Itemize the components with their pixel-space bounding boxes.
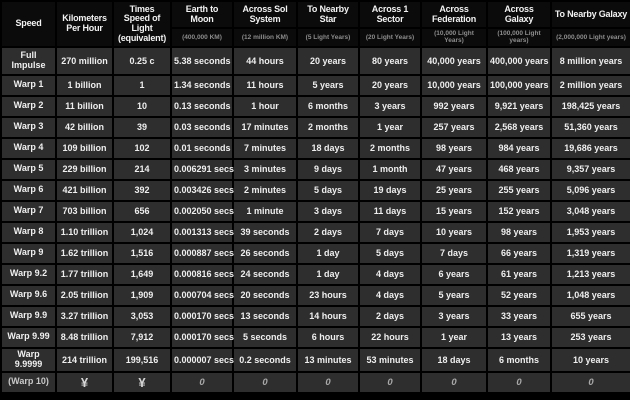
- table-cell: 468 years: [487, 159, 551, 180]
- table-cell: 3,053: [113, 306, 171, 327]
- table-cell: 152 years: [487, 201, 551, 222]
- table-row: [1, 243, 630, 264]
- table-cell: 20 years: [359, 75, 421, 96]
- table-cell: 33 years: [487, 306, 551, 327]
- column-header: To Nearby Star: [297, 1, 359, 28]
- table-cell: 0.000170 secs: [171, 327, 233, 348]
- table-cell: 98 years: [487, 222, 551, 243]
- table-body: [1, 47, 630, 393]
- table-cell: 0: [233, 372, 297, 393]
- row-label: Warp 1: [1, 75, 56, 96]
- table-cell: 7 days: [359, 222, 421, 243]
- table-cell: 1 day: [297, 264, 359, 285]
- table-row: [1, 348, 630, 372]
- row-label: Warp 9.6: [1, 285, 56, 306]
- table-cell: 25 years: [421, 180, 487, 201]
- table-cell: 39 seconds: [233, 222, 297, 243]
- column-subheader: (12 million KM): [233, 28, 297, 47]
- column-header: Across Galaxy: [487, 1, 551, 28]
- table-cell: 9,357 years: [551, 159, 630, 180]
- table-cell: 1: [113, 75, 171, 96]
- table-row: [1, 47, 630, 75]
- table-cell: 5 years: [421, 285, 487, 306]
- table-cell: 10,000 years: [421, 75, 487, 96]
- table-cell: ¥: [56, 372, 113, 393]
- table-cell: 214: [113, 159, 171, 180]
- row-label: Warp 9.9: [1, 306, 56, 327]
- table-cell: 0.000007 secs: [171, 348, 233, 372]
- column-header: Across Federation: [421, 1, 487, 28]
- table-cell: 392: [113, 180, 171, 201]
- table-cell: 23 hours: [297, 285, 359, 306]
- row-label: Warp 8: [1, 222, 56, 243]
- table-cell: 100,000 years: [487, 75, 551, 96]
- table-cell: 3 minutes: [233, 159, 297, 180]
- table-cell: 10 years: [421, 222, 487, 243]
- column-header: Speed: [1, 1, 56, 47]
- table-cell: 214 trillion: [56, 348, 113, 372]
- table-cell: 20 years: [297, 47, 359, 75]
- table-cell: 9,921 years: [487, 96, 551, 117]
- table-cell: 102: [113, 138, 171, 159]
- row-label: Warp 6: [1, 180, 56, 201]
- column-subheader: (20 Light Years): [359, 28, 421, 47]
- table-cell: 20 seconds: [233, 285, 297, 306]
- column-header: Times Speed of Light (equivalent): [113, 1, 171, 47]
- table-row: [1, 264, 630, 285]
- table-cell: 2.05 trillion: [56, 285, 113, 306]
- table-cell: 17 minutes: [233, 117, 297, 138]
- table-cell: 198,425 years: [551, 96, 630, 117]
- table-cell: 656: [113, 201, 171, 222]
- table-cell: 42 billion: [56, 117, 113, 138]
- table-row: [1, 180, 630, 201]
- table-cell: 5 days: [297, 180, 359, 201]
- table-cell: 0.000887 secs: [171, 243, 233, 264]
- row-label: Warp 9: [1, 243, 56, 264]
- table-cell: 253 years: [551, 327, 630, 348]
- table-cell: 10: [113, 96, 171, 117]
- table-cell: 1,909: [113, 285, 171, 306]
- table-cell: 421 billion: [56, 180, 113, 201]
- row-label: Warp 4: [1, 138, 56, 159]
- row-label: (Warp 10): [1, 372, 56, 393]
- table-cell: 1,516: [113, 243, 171, 264]
- table-cell: 3 days: [297, 201, 359, 222]
- table-row: [1, 372, 630, 393]
- table-cell: 18 days: [421, 348, 487, 372]
- table-cell: 61 years: [487, 264, 551, 285]
- table-cell: 9 days: [297, 159, 359, 180]
- table-cell: 255 years: [487, 180, 551, 201]
- header-row-main: [1, 1, 630, 28]
- table-cell: 0.2 seconds: [233, 348, 297, 372]
- table-cell: 0.003426 secs: [171, 180, 233, 201]
- table-cell: 2 months: [359, 138, 421, 159]
- table-cell: 0.000704 secs: [171, 285, 233, 306]
- table-cell: 11 billion: [56, 96, 113, 117]
- table-cell: 1.10 trillion: [56, 222, 113, 243]
- table-row: [1, 201, 630, 222]
- row-label: Warp 2: [1, 96, 56, 117]
- table-cell: 1,953 years: [551, 222, 630, 243]
- table-cell: 0: [487, 372, 551, 393]
- column-subheader: (5 Light Years): [297, 28, 359, 47]
- table-cell: 24 seconds: [233, 264, 297, 285]
- table-cell: 0: [359, 372, 421, 393]
- table-cell: 22 hours: [359, 327, 421, 348]
- table-cell: 3 years: [359, 96, 421, 117]
- table-cell: 0.006291 secs: [171, 159, 233, 180]
- table-cell: 0: [421, 372, 487, 393]
- table-row: [1, 159, 630, 180]
- table-cell: 5 years: [297, 75, 359, 96]
- table-cell: 5.38 seconds: [171, 47, 233, 75]
- table-cell: 8 million years: [551, 47, 630, 75]
- table-row: [1, 117, 630, 138]
- table-cell: 270 million: [56, 47, 113, 75]
- table-row: [1, 327, 630, 348]
- table-cell: 44 hours: [233, 47, 297, 75]
- table-cell: 0.001313 secs: [171, 222, 233, 243]
- table-cell: 19 days: [359, 180, 421, 201]
- row-label: Full Impulse: [1, 47, 56, 75]
- table-cell: ¥: [113, 372, 171, 393]
- table-cell: 13 seconds: [233, 306, 297, 327]
- table-cell: 0.000816 secs: [171, 264, 233, 285]
- table-cell: 0.002050 secs: [171, 201, 233, 222]
- table-cell: 18 days: [297, 138, 359, 159]
- table-cell: 1 year: [421, 327, 487, 348]
- table-cell: 52 years: [487, 285, 551, 306]
- table-row: [1, 285, 630, 306]
- table-cell: 19,686 years: [551, 138, 630, 159]
- table-cell: 984 years: [487, 138, 551, 159]
- table-row: [1, 96, 630, 117]
- table-cell: 0.03 seconds: [171, 117, 233, 138]
- table-cell: 1 hour: [233, 96, 297, 117]
- table-cell: 2 months: [297, 117, 359, 138]
- table-cell: 2 minutes: [233, 180, 297, 201]
- table-cell: 7,912: [113, 327, 171, 348]
- column-header: Across Sol System: [233, 1, 297, 28]
- column-subheader: (400,000 KM): [171, 28, 233, 47]
- table-cell: 1 billion: [56, 75, 113, 96]
- table-cell: 992 years: [421, 96, 487, 117]
- table-cell: 1 minute: [233, 201, 297, 222]
- row-label: Warp 5: [1, 159, 56, 180]
- table-cell: 7 minutes: [233, 138, 297, 159]
- table-cell: 2,568 years: [487, 117, 551, 138]
- table-cell: 1 year: [359, 117, 421, 138]
- table-cell: 51,360 years: [551, 117, 630, 138]
- table-cell: 6 months: [487, 348, 551, 372]
- table-cell: 0: [171, 372, 233, 393]
- table-cell: 1.77 trillion: [56, 264, 113, 285]
- table-cell: 80 years: [359, 47, 421, 75]
- row-label: Warp 7: [1, 201, 56, 222]
- table-cell: 2 days: [297, 222, 359, 243]
- table-cell: 40,000 years: [421, 47, 487, 75]
- column-subheader: (2,000,000 Light years): [551, 28, 630, 47]
- table-cell: 0.13 seconds: [171, 96, 233, 117]
- row-label: Warp 9.9999: [1, 348, 56, 372]
- table-row: [1, 222, 630, 243]
- table-cell: 1,319 years: [551, 243, 630, 264]
- table-cell: 6 months: [297, 96, 359, 117]
- table-cell: 11 hours: [233, 75, 297, 96]
- table-cell: 14 hours: [297, 306, 359, 327]
- table-row: [1, 75, 630, 96]
- table-cell: 6 years: [421, 264, 487, 285]
- table-cell: 1 month: [359, 159, 421, 180]
- row-label: Warp 9.2: [1, 264, 56, 285]
- table-cell: 53 minutes: [359, 348, 421, 372]
- table-cell: 11 days: [359, 201, 421, 222]
- column-header: To Nearby Galaxy: [551, 1, 630, 28]
- table-cell: 0.000170 secs: [171, 306, 233, 327]
- column-subheader: (10,000 Light Years): [421, 28, 487, 47]
- table-cell: 1,213 years: [551, 264, 630, 285]
- table-cell: 26 seconds: [233, 243, 297, 264]
- table-cell: 4 days: [359, 264, 421, 285]
- table-cell: 199,516: [113, 348, 171, 372]
- column-header: Kilometers Per Hour: [56, 1, 113, 47]
- table-cell: 10 years: [551, 348, 630, 372]
- table-cell: 0: [551, 372, 630, 393]
- table-cell: 1,048 years: [551, 285, 630, 306]
- table-row: [1, 306, 630, 327]
- table-cell: 15 years: [421, 201, 487, 222]
- table-cell: 66 years: [487, 243, 551, 264]
- table-cell: 3.27 trillion: [56, 306, 113, 327]
- table-cell: 257 years: [421, 117, 487, 138]
- table-cell: 2 million years: [551, 75, 630, 96]
- column-header: Earth to Moon: [171, 1, 233, 28]
- table-cell: 3 years: [421, 306, 487, 327]
- table-cell: 655 years: [551, 306, 630, 327]
- table-cell: 13 minutes: [297, 348, 359, 372]
- row-label: Warp 9.99: [1, 327, 56, 348]
- table-cell: 1,649: [113, 264, 171, 285]
- table-row: [1, 138, 630, 159]
- table-cell: 109 billion: [56, 138, 113, 159]
- column-subheader: (100,000 Light years): [487, 28, 551, 47]
- table-cell: 8.48 trillion: [56, 327, 113, 348]
- row-label: Warp 3: [1, 117, 56, 138]
- table-cell: 1 day: [297, 243, 359, 264]
- table-cell: 98 years: [421, 138, 487, 159]
- table-cell: 6 hours: [297, 327, 359, 348]
- table-cell: 47 years: [421, 159, 487, 180]
- table-cell: 5 days: [359, 243, 421, 264]
- table-cell: 5,096 years: [551, 180, 630, 201]
- table-cell: 0.01 seconds: [171, 138, 233, 159]
- table-cell: 39: [113, 117, 171, 138]
- table-header: [1, 1, 630, 47]
- table-cell: 13 years: [487, 327, 551, 348]
- table-cell: 1,024: [113, 222, 171, 243]
- table-cell: 400,000 years: [487, 47, 551, 75]
- table-cell: 0.25 c: [113, 47, 171, 75]
- table-cell: 703 billion: [56, 201, 113, 222]
- table-cell: 229 billion: [56, 159, 113, 180]
- table-cell: 0: [297, 372, 359, 393]
- table-cell: 7 days: [421, 243, 487, 264]
- column-header: Across 1 Sector: [359, 1, 421, 28]
- table-cell: 1.62 trillion: [56, 243, 113, 264]
- table-cell: 5 seconds: [233, 327, 297, 348]
- table-cell: 2 days: [359, 306, 421, 327]
- table-cell: 3,048 years: [551, 201, 630, 222]
- table-cell: 4 days: [359, 285, 421, 306]
- table-cell: 1.34 seconds: [171, 75, 233, 96]
